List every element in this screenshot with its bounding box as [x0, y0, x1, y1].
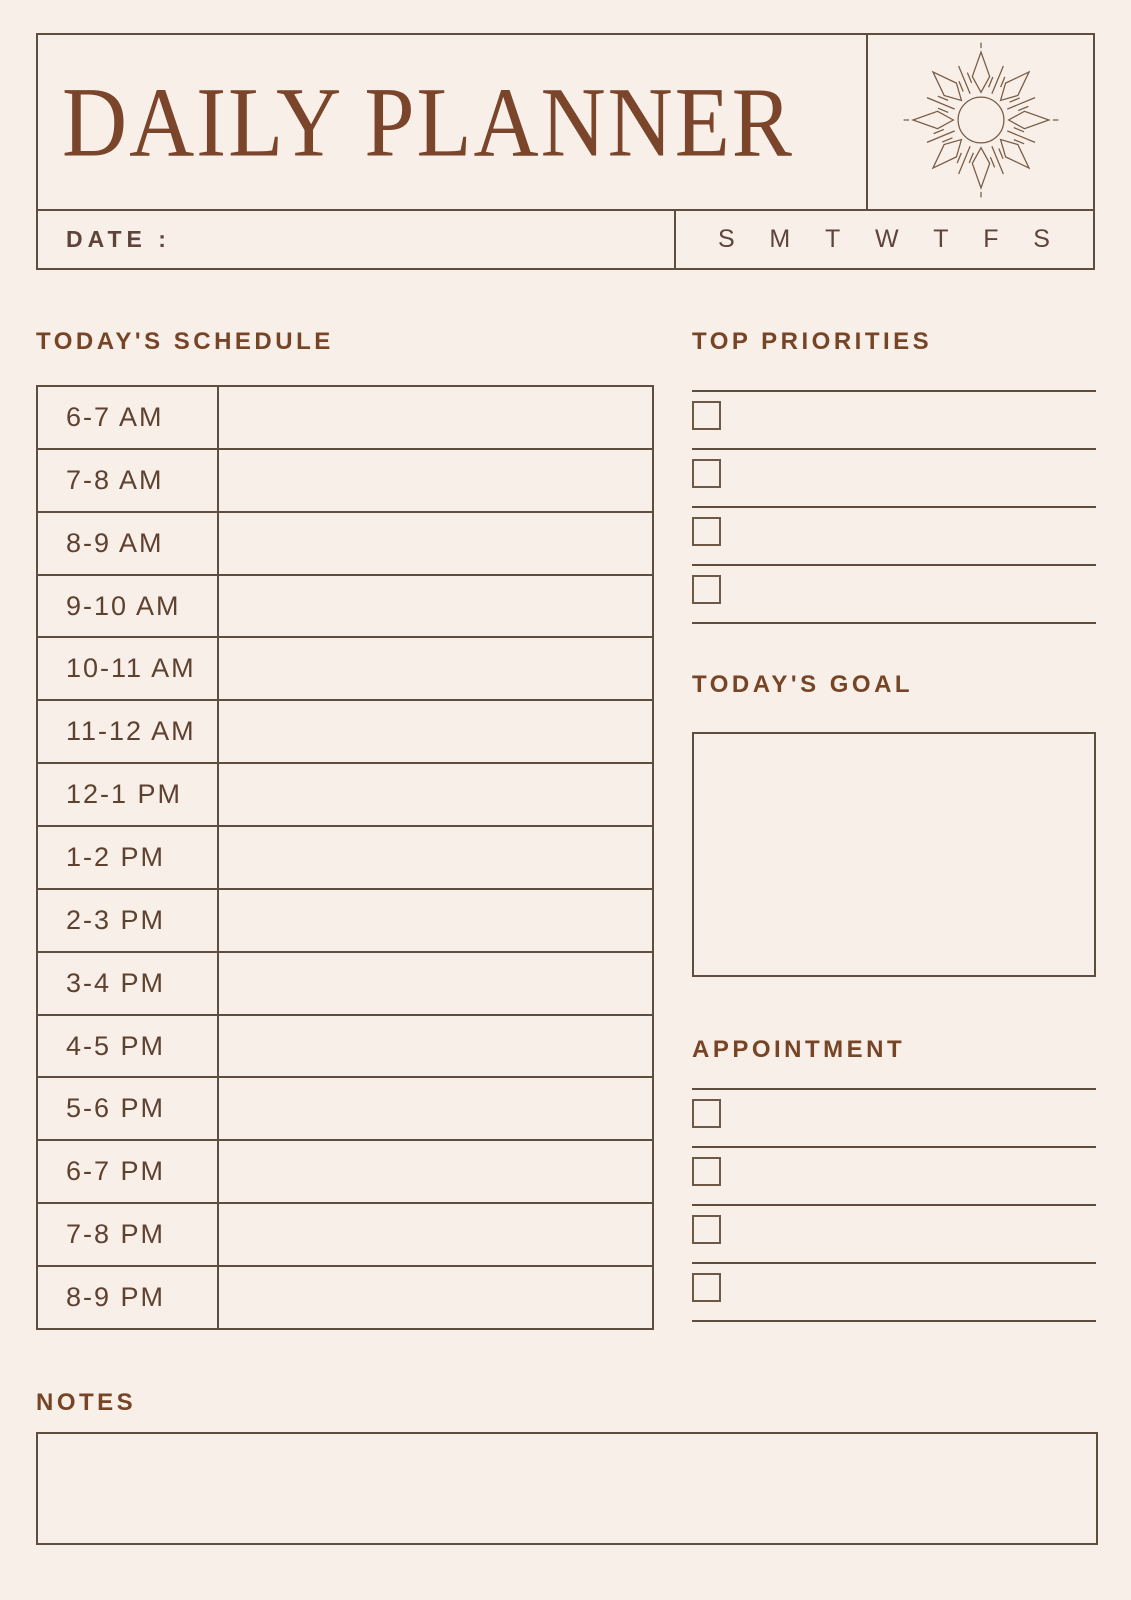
weekday-friday: F [983, 225, 1000, 253]
time-slot-label: 11-12 AM [38, 701, 219, 762]
time-slot-label: 6-7 PM [38, 1141, 219, 1202]
schedule-entry-cell[interactable] [219, 1141, 652, 1202]
date-cell [38, 211, 674, 268]
sun-icon [902, 41, 1060, 204]
list-item [692, 1148, 1096, 1206]
header [36, 33, 1095, 270]
schedule-entry-cell[interactable] [219, 513, 652, 574]
table-row [38, 511, 652, 574]
time-slot-label: 9-10 AM [38, 576, 219, 637]
priority-input-line[interactable] [721, 517, 1096, 564]
schedule-heading: TODAY'S SCHEDULE [36, 328, 334, 355]
time-slot-label: 7-8 PM [38, 1204, 219, 1265]
table-row [38, 951, 652, 1014]
table-row [38, 762, 652, 825]
appointment-input-line[interactable] [721, 1273, 1096, 1320]
weekday-tuesday: T [824, 225, 842, 253]
time-slot-label: 8-9 PM [38, 1267, 219, 1328]
appointment-input-line[interactable] [721, 1215, 1096, 1262]
header-top-row [38, 35, 1093, 209]
time-slot-label: 8-9 AM [38, 513, 219, 574]
table-row [38, 574, 652, 637]
schedule-entry-cell[interactable] [219, 827, 652, 888]
weekday-row [674, 211, 1093, 268]
list-item [692, 1264, 1096, 1322]
notes-input-box[interactable] [36, 1432, 1098, 1545]
appointment-checkbox[interactable] [692, 1215, 721, 1244]
schedule-entry-cell[interactable] [219, 1267, 652, 1328]
schedule-entry-cell[interactable] [219, 764, 652, 825]
time-slot-label: 3-4 PM [38, 953, 219, 1014]
table-row [38, 825, 652, 888]
table-row [38, 1014, 652, 1077]
time-slot-label: 1-2 PM [38, 827, 219, 888]
notes-heading: NOTES [36, 1389, 137, 1416]
table-row [38, 387, 652, 448]
table-row [38, 699, 652, 762]
schedule-entry-cell[interactable] [219, 953, 652, 1014]
icon-cell [866, 35, 1093, 209]
time-slot-label: 5-6 PM [38, 1078, 219, 1139]
weekday-sunday: S [718, 225, 736, 253]
list-item [692, 1090, 1096, 1148]
priority-checkbox[interactable] [692, 517, 721, 546]
priority-input-line[interactable] [721, 459, 1096, 506]
list-item [692, 566, 1096, 624]
table-row [38, 1265, 652, 1328]
weekday-monday: M [769, 225, 792, 253]
table-row [38, 888, 652, 951]
time-slot-label: 2-3 PM [38, 890, 219, 951]
title-cell [38, 35, 866, 209]
table-row [38, 1202, 652, 1265]
table-row [38, 636, 652, 699]
schedule-table [36, 385, 654, 1330]
appointment-input-line[interactable] [721, 1099, 1096, 1146]
priorities-heading: TOP PRIORITIES [692, 328, 933, 355]
header-date-row [38, 209, 1093, 268]
schedule-entry-cell[interactable] [219, 387, 652, 448]
list-item [692, 1206, 1096, 1264]
goal-input-box[interactable] [692, 732, 1096, 977]
date-label: DATE : [66, 226, 171, 252]
priorities-list [692, 390, 1096, 624]
appointment-checkbox[interactable] [692, 1157, 721, 1186]
list-item [692, 508, 1096, 566]
table-row [38, 1139, 652, 1202]
appointment-input-line[interactable] [721, 1157, 1096, 1204]
table-row [38, 448, 652, 511]
time-slot-label: 7-8 AM [38, 450, 219, 511]
weekday-wednesday: W [874, 225, 900, 253]
priority-checkbox[interactable] [692, 401, 721, 430]
priority-checkbox[interactable] [692, 459, 721, 488]
table-row [38, 1076, 652, 1139]
schedule-entry-cell[interactable] [219, 890, 652, 951]
schedule-entry-cell[interactable] [219, 1016, 652, 1077]
page-title: DAILY PLANNER [62, 66, 794, 178]
appointment-list [692, 1088, 1096, 1322]
schedule-entry-cell[interactable] [219, 576, 652, 637]
priority-checkbox[interactable] [692, 575, 721, 604]
appointment-checkbox[interactable] [692, 1273, 721, 1302]
time-slot-label: 6-7 AM [38, 387, 219, 448]
priority-input-line[interactable] [721, 401, 1096, 448]
schedule-entry-cell[interactable] [219, 1078, 652, 1139]
schedule-entry-cell[interactable] [219, 701, 652, 762]
appointment-heading: APPOINTMENT [692, 1036, 906, 1063]
list-item [692, 392, 1096, 450]
schedule-entry-cell[interactable] [219, 1204, 652, 1265]
date-input[interactable] [171, 211, 674, 268]
list-item [692, 450, 1096, 508]
schedule-entry-cell[interactable] [219, 450, 652, 511]
weekday-thursday: T [933, 225, 950, 253]
time-slot-label: 10-11 AM [38, 638, 219, 699]
appointment-checkbox[interactable] [692, 1099, 721, 1128]
time-slot-label: 12-1 PM [38, 764, 219, 825]
schedule-entry-cell[interactable] [219, 638, 652, 699]
priority-input-line[interactable] [721, 575, 1096, 622]
weekday-saturday: S [1033, 225, 1051, 253]
goal-heading: TODAY'S GOAL [692, 671, 914, 698]
time-slot-label: 4-5 PM [38, 1016, 219, 1077]
